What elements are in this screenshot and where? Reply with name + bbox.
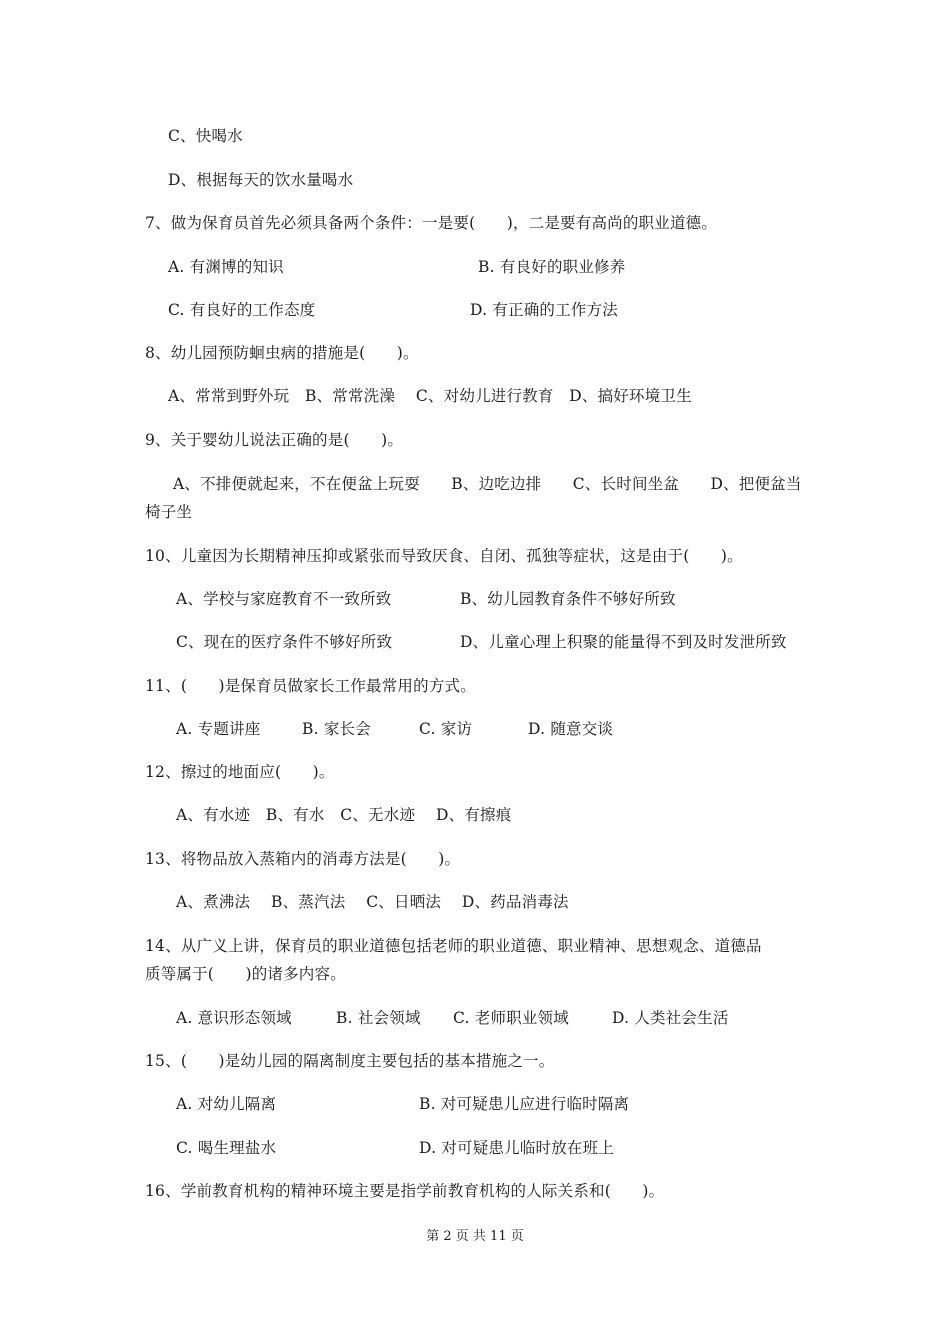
q15-option-a: A. 对幼儿隔离 (176, 1095, 277, 1113)
q14-option-c: C. 老师职业领域 (453, 1009, 569, 1027)
q15-option-d: D. 对可疑患儿临时放在班上 (419, 1139, 615, 1157)
q10-option-c: C、现在的医疗条件不够好所致 (176, 633, 393, 651)
q11-option-c: C. 家访 (419, 720, 473, 738)
page-number-footer: 第 2 页 共 11 页 (426, 1229, 524, 1244)
q7-option-a: A. 有渊博的知识 (168, 258, 284, 276)
q8-options: A、常常到野外玩 B、常常洗澡 C、对幼儿进行教育 D、搞好环境卫生 (168, 387, 692, 405)
q10-stem: 10、儿童因为长期精神压抑或紧张而导致厌食、自闭、孤独等症状，这是由于( )。 (145, 547, 743, 565)
q7-stem: 7、做为保育员首先必须具备两个条件：一是要( )，二是要有高尚的职业道德。 (145, 214, 718, 232)
q6-option-c: C、快喝水 (168, 127, 243, 145)
q11-option-a: A. 专题讲座 (176, 720, 261, 738)
q15-option-b: B. 对可疑患儿应进行临时隔离 (419, 1095, 630, 1113)
q10-option-b: B、幼儿园教育条件不够好所致 (460, 590, 676, 608)
q12-stem: 12、擦过的地面应( )。 (145, 763, 335, 781)
q14-stem-line2: 质等属于( )的诸多内容。 (145, 965, 346, 983)
q14-stem-line1: 14、从广义上讲，保育员的职业道德包括老师的职业道德、职业精神、思想观念、道德品 (145, 937, 762, 955)
q10-option-d: D、儿童心理上积聚的能量得不到及时发泄所致 (460, 633, 787, 651)
q14-option-d: D. 人类社会生活 (612, 1009, 729, 1027)
q15-option-c: C. 喝生理盐水 (176, 1139, 277, 1157)
q14-option-a: A. 意识形态领域 (176, 1009, 292, 1027)
q11-stem: 11、( )是保育员做家长工作最常用的方式。 (145, 677, 476, 695)
q8-stem: 8、幼儿园预防蛔虫病的措施是( )。 (145, 344, 419, 362)
q9-stem: 9、关于婴幼儿说法正确的是( )。 (145, 431, 404, 449)
q15-stem: 15、( )是幼儿园的隔离制度主要包括的基本措施之一。 (145, 1052, 555, 1070)
q13-stem: 13、将物品放入蒸箱内的消毒方法是( )。 (145, 850, 461, 868)
q9-options-line1: A、不排便就起来，不在便盆上玩耍 B、边吃边排 C、长时间坐盆 D、把便盆当 (173, 475, 802, 493)
q10-option-a: A、学校与家庭教育不一致所致 (176, 590, 392, 608)
q6-option-d: D、根据每天的饮水量喝水 (168, 171, 354, 189)
q7-option-b: B. 有良好的职业修养 (478, 258, 626, 276)
q14-option-b: B. 社会领域 (336, 1009, 421, 1027)
q7-option-d: D. 有正确的工作方法 (470, 301, 618, 319)
q16-stem: 16、学前教育机构的精神环境主要是指学前教育机构的人际关系和( )。 (145, 1182, 665, 1200)
q12-options: A、有水迹 B、有水 C、无水迹 D、有擦痕 (176, 806, 512, 824)
q11-option-b: B. 家长会 (302, 720, 371, 738)
q13-options: A、煮沸法 B、蒸汽法 C、日晒法 D、药品消毒法 (176, 893, 569, 911)
q7-option-c: C. 有良好的工作态度 (168, 301, 316, 319)
q11-option-d: D. 随意交谈 (528, 720, 614, 738)
q9-options-line2: 椅子坐 (145, 503, 193, 521)
